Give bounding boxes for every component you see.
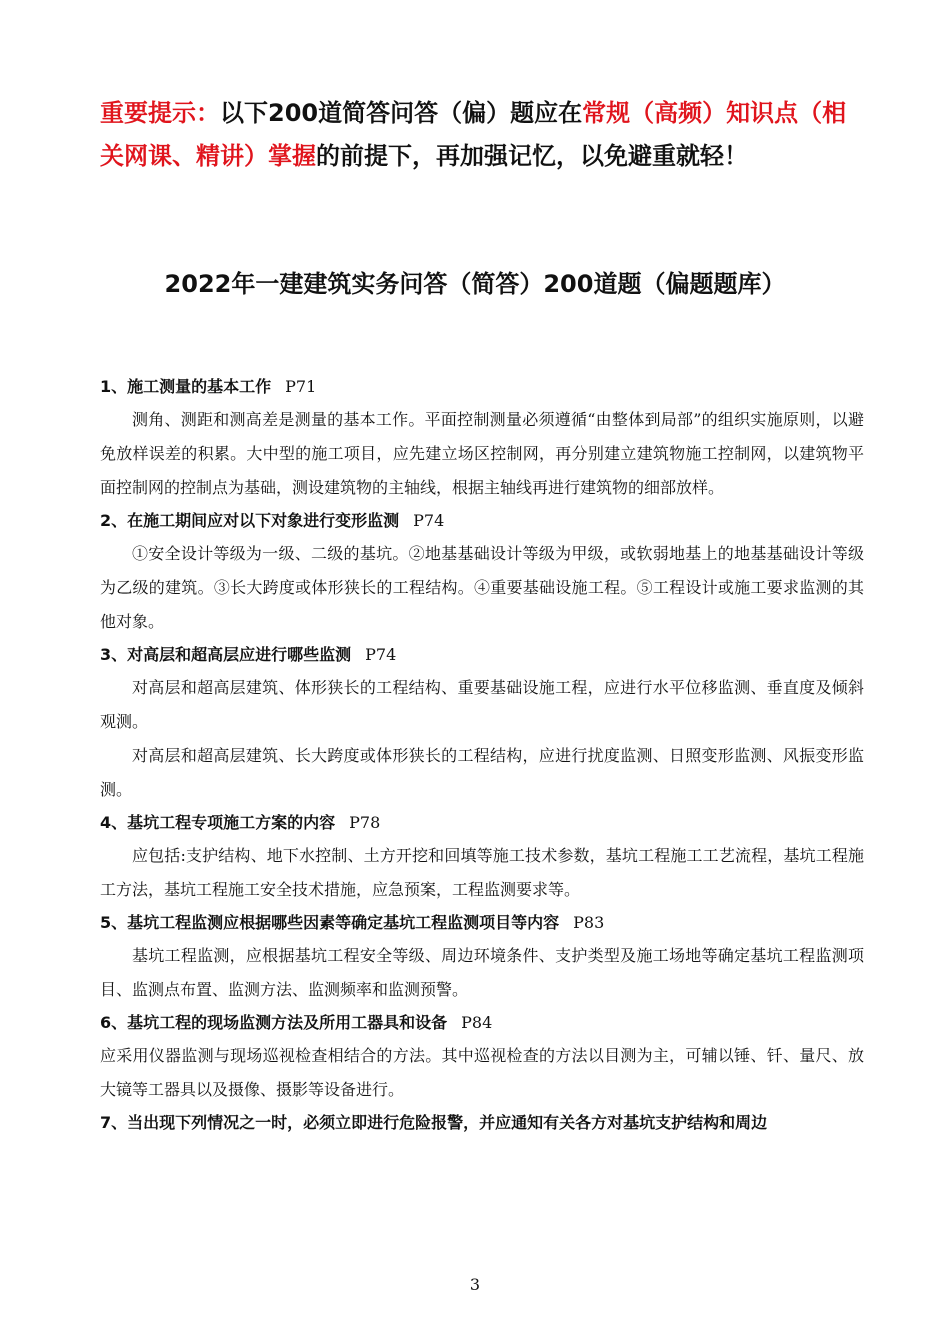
question-heading: 2、在施工期间应对以下对象进行变形监测 P74: [100, 511, 445, 530]
question-list: [100, 371, 864, 1139]
page-reference: P78: [349, 813, 381, 832]
answer-paragraph: 对高层和超高层建筑、体形狭长的工程结构、重要基础设施工程，应进行水平位移监测、垂直度及倾斜观测。: [100, 678, 864, 731]
answer-paragraph: ①安全设计等级为一级、二级的基坑。②地基基础设计等级为甲级，或软弱地基上的地基基础设计等级为乙级的建筑。③长大跨度或体形狭长的工程结构。④重要基础设施工程。⑤工程设计或施工要求监测的其他对象。: [100, 544, 864, 631]
question-heading: 3、对高层和超高层应进行哪些监测 P74: [100, 645, 397, 664]
answer-paragraph: 对高层和超高层建筑、长大跨度或体形狭长的工程结构，应进行扰度监测、日照变形监测、风振变形监测。: [100, 746, 864, 799]
notice-highlight: 常规（高频）知识点（相关网课、精讲）掌握: [100, 99, 847, 170]
page-reference: P74: [413, 511, 445, 530]
important-notice: [100, 92, 870, 178]
page-reference: P74: [365, 645, 397, 664]
question-heading: 7、当出现下列情况之一时，必须立即进行危险报警，并应通知有关各方对基坑支护结构和周边: [100, 1113, 768, 1132]
page-reference: P71: [285, 377, 317, 396]
answer-paragraph: 应包括:支护结构、地下水控制、土方开挖和回填等施工技术参数，基坑工程施工工艺流程，基坑工程施工方法，基坑工程施工安全技术措施，应急预案，工程监测要求等。: [100, 846, 864, 899]
question-heading: 6、基坑工程的现场监测方法及所用工器具和设备 P84: [100, 1013, 493, 1032]
answer-paragraph: 测角、测距和测高差是测量的基本工作。平面控制测量必须遵循“由整体到局部”的组织实施原则，以避免放样误差的积累。大中型的施工项目，应先建立场区控制网，再分别建立建筑物施工控制网，以建筑物平面控制网的控制点为基础，测设建筑物的主轴线，根据主轴线再进行建筑物的细部放样。: [100, 410, 864, 497]
notice-label: 重要提示：: [100, 99, 220, 127]
question-heading: 4、基坑工程专项施工方案的内容 P78: [100, 813, 381, 832]
answer-paragraph: 应采用仪器监测与现场巡视检查相结合的方法。其中巡视检查的方法以目测为主，可辅以锤、钎、量尺、放大镜等工器具以及摄像、摄影等设备进行。: [100, 1046, 864, 1099]
page-number: 3: [469, 1275, 481, 1294]
answer-paragraph: 基坑工程监测，应根据基坑工程安全等级、周边环境条件、支护类型及施工场地等确定基坑工程监测项目、监测点布置、监测方法、监测频率和监测预警。: [100, 946, 864, 999]
question-heading: 5、基坑工程监测应根据哪些因素等确定基坑工程监测项目等内容 P83: [100, 913, 605, 932]
page-reference: P83: [573, 913, 605, 932]
notice-text-1: 以下200道简答问答（偏）题应在: [220, 99, 583, 127]
document-title: 2022年一建建筑实务问答（简答）200道题（偏题题库）: [164, 270, 786, 298]
question-heading: 1、施工测量的基本工作 P71: [100, 377, 317, 396]
notice-text-2: 的前提下，再加强记忆，以免避重就轻！: [316, 142, 748, 170]
page-reference: P84: [461, 1013, 493, 1032]
